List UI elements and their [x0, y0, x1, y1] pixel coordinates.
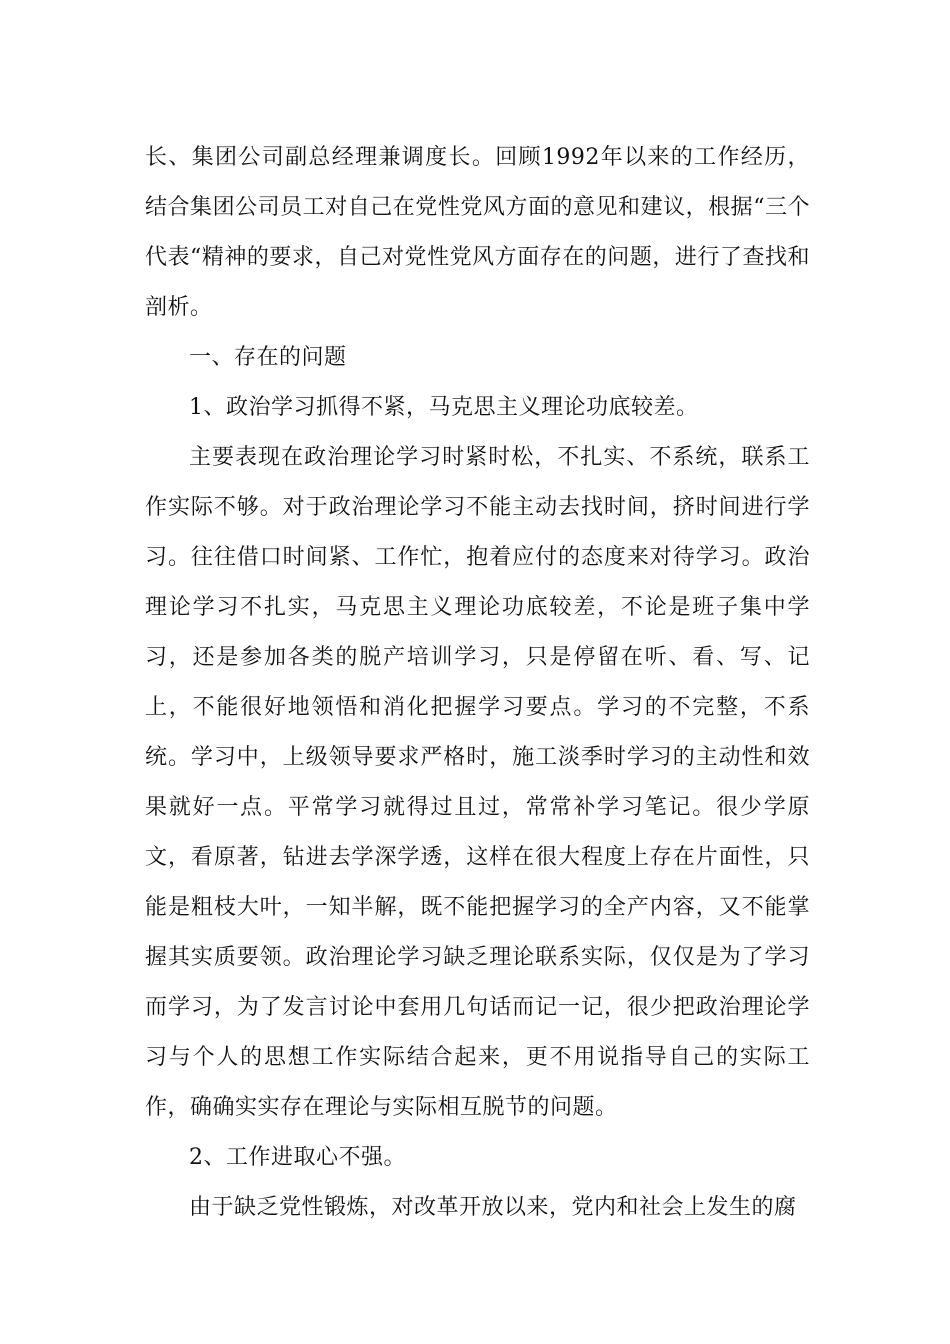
paragraph-intro: 长、集团公司副总经理兼调度长。回顾1992年以来的工作经历，结合集团公司员工对自己在党性党风方面的意见和建议，根据“三个代表“精神的要求，自己对党性党风方面存在的问题，进行了查找和剖析。 — [145, 145, 810, 320]
paragraph-political-study: 主要表现在政治理论学习时紧时松，不扎实、不系统，联系工作实际不够。对于政治理论学习不能主动去找时间，挤时间进行学习。往往借口时间紧、工作忙，抱着应付的态度来对待学习。政治理论学习不扎实，马克思主义理论功底较差，不论是班子集中学习，还是参加各类的脱产培训学习，只是停留在听、看、写、记上，不能很好地领悟和消化把握学习要点。学习的不完整，不系统。学习中，上级领导要求严格时，施工淡季时学习的主动性和效果就好一点。平常学习就得过且过，常常补学习笔记。很少学原文，看原著，钻进去学深学透，这样在很大程度上存在片面性，只能是粗枝大叶，一知半解，既不能把握学习的全产内容，又不能掌握其实质要领。政治理论学习缺乏理论联系实际，仅仅是为了学习而学习，为了发言讨论中套用几句话而记一记，很少把政治理论学习与个人的思想工作实际结合起来，更不用说指导自己的实际工作，确确实实存在理论与实际相互脱节的问题。 — [145, 445, 810, 1120]
document-body — [145, 133, 810, 1233]
paragraph-work-initiative: 由于缺乏党性锻炼，对改革开放以来，党内和社会上发生的腐 — [189, 1195, 797, 1220]
subheading-work-initiative: 2、工作进取心不强。 — [189, 1145, 406, 1170]
subheading-political-study: 1、政治学习抓得不紧，马克思主义理论功底较差。 — [189, 395, 699, 420]
section-heading-problems: 一、存在的问题 — [189, 345, 347, 370]
